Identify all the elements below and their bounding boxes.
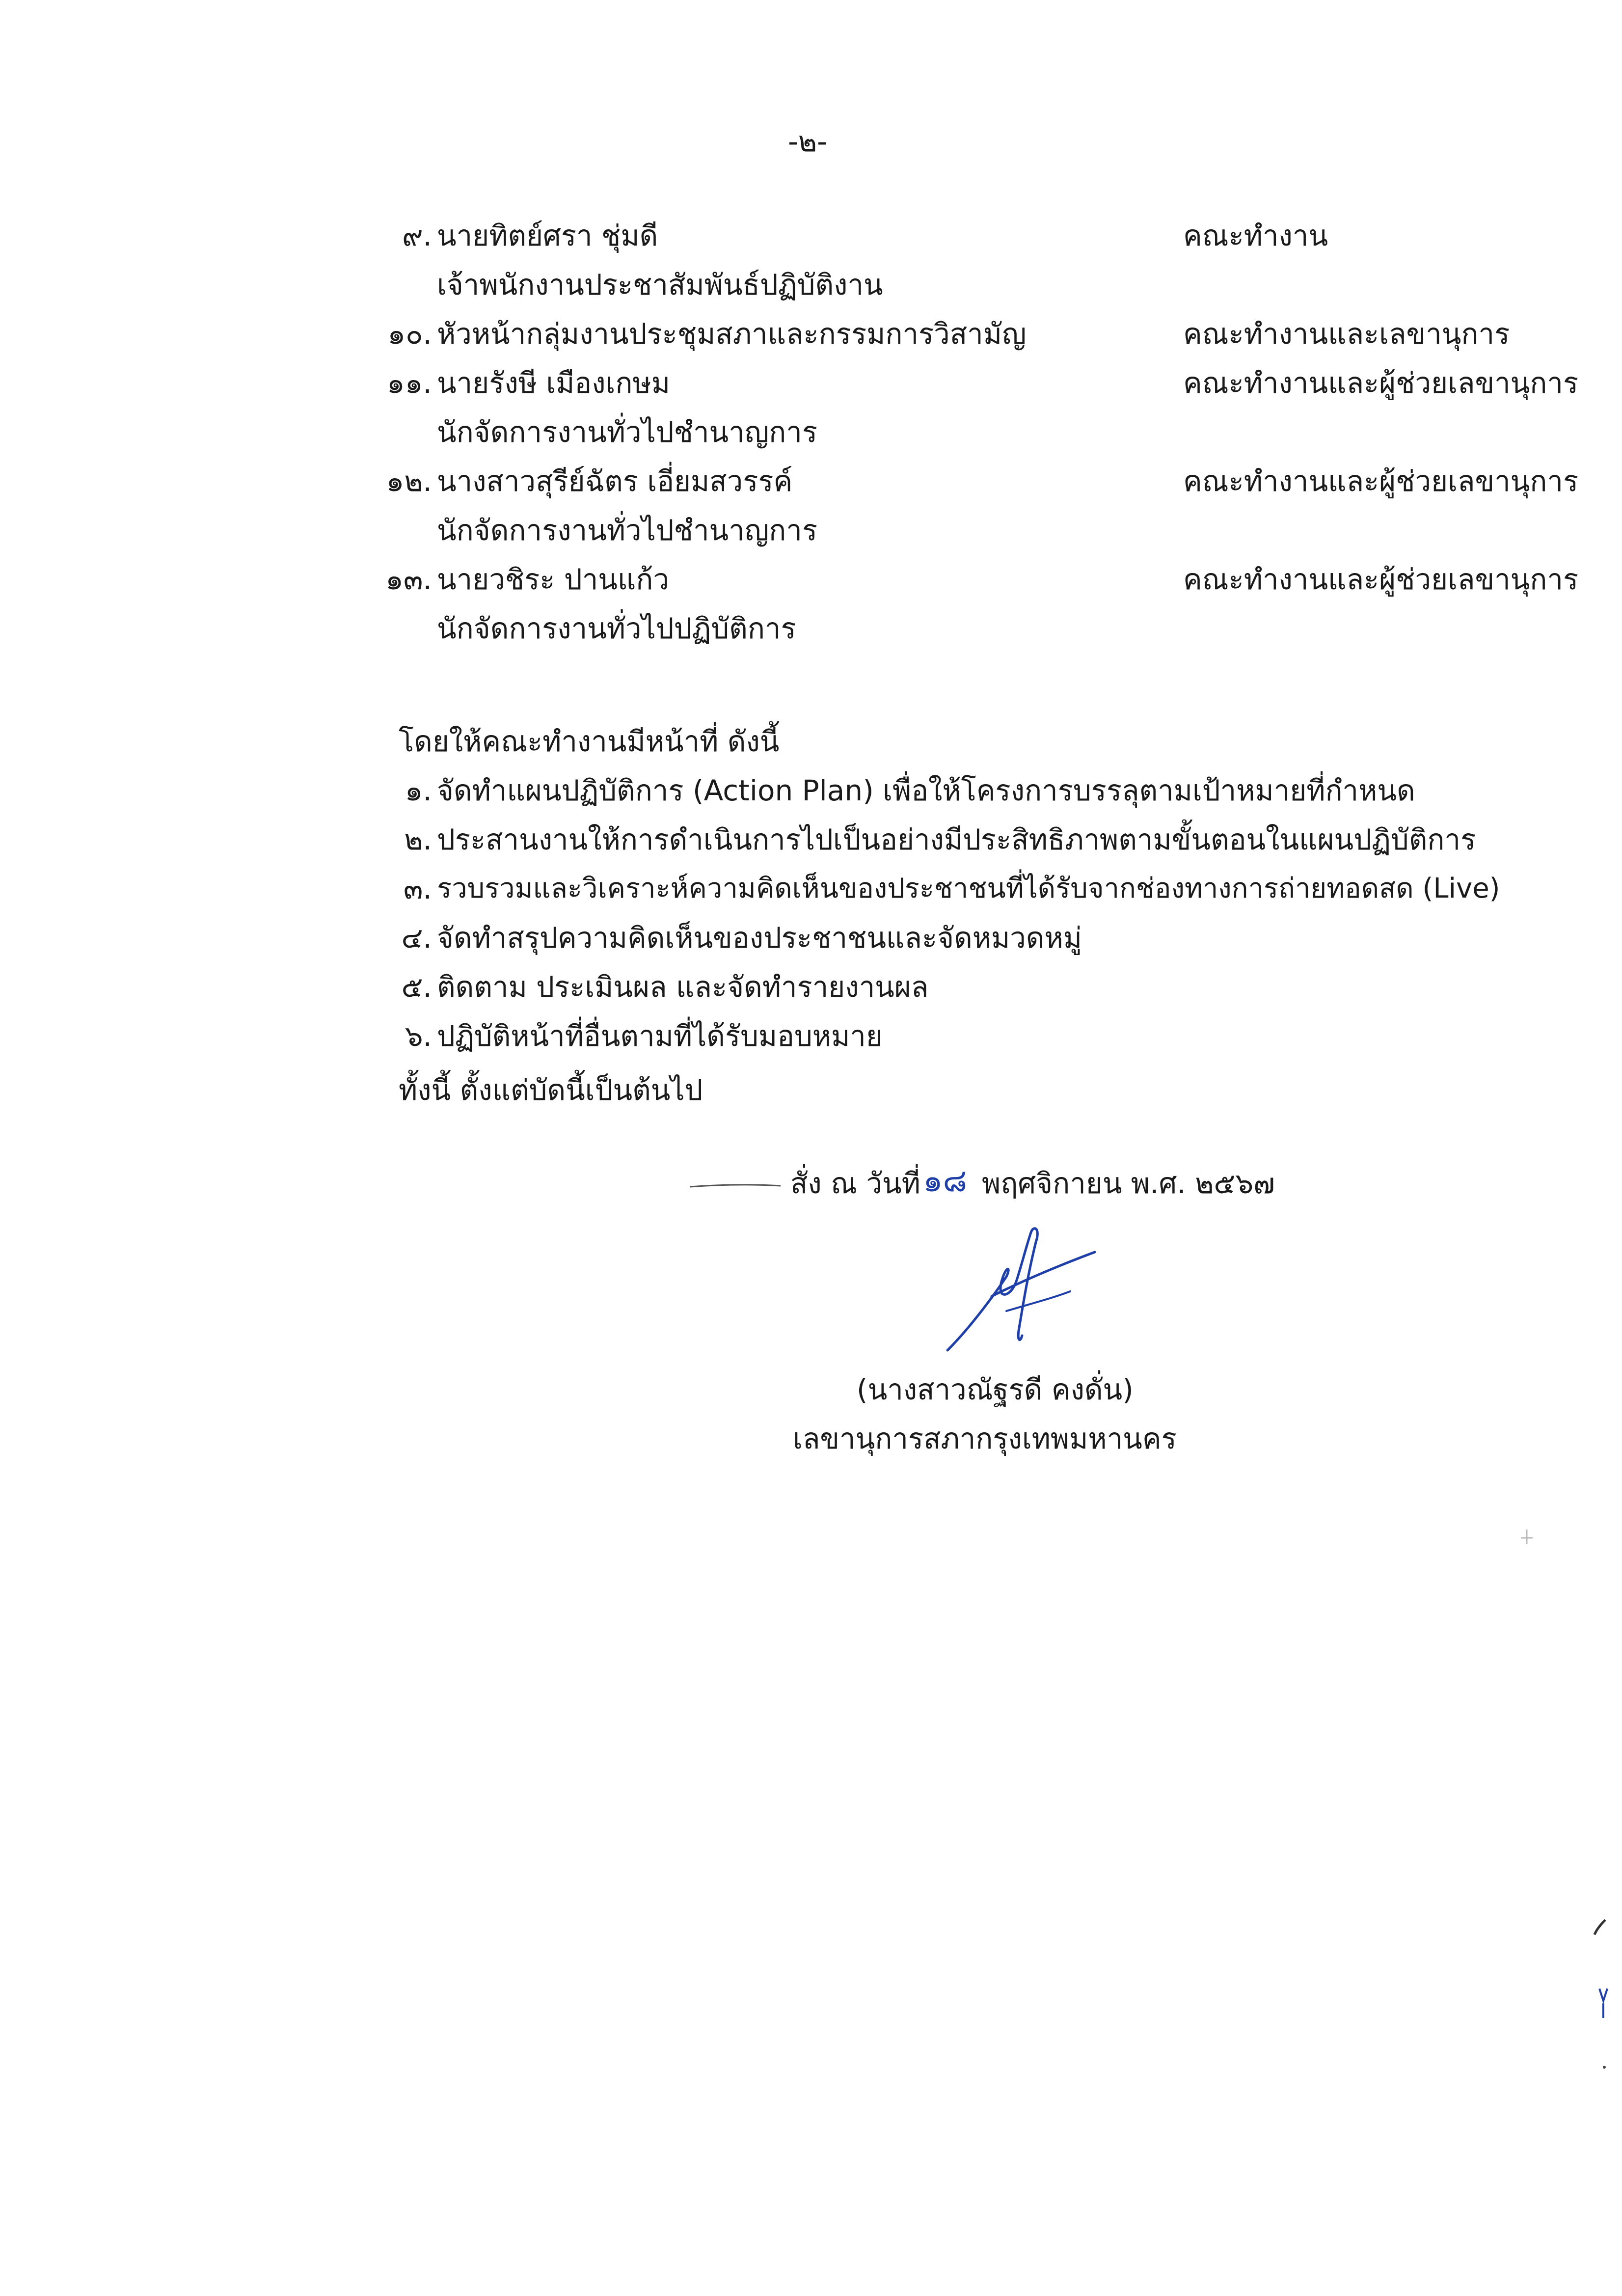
effective-statement: ทั้งนี้ ตั้งแต่บัดนี้เป็นต้นไป	[399, 1073, 703, 1107]
edge-mark	[1586, 1915, 1615, 2092]
member-name: นายวชิระ ปานแก้ว	[437, 563, 669, 596]
member-role: คณะทำงานและผู้ช่วยเลขานุการ	[1183, 366, 1579, 400]
member-role: คณะทำงานและผู้ช่วยเลขานุการ	[1183, 465, 1579, 498]
signature	[933, 1218, 1109, 1365]
duty-number: ๖.	[405, 1019, 432, 1053]
scan-mark	[1517, 1527, 1537, 1547]
dash-mark	[687, 1181, 785, 1191]
duty-text: ปฏิบัติหน้าที่อื่นตามที่ได้รับมอบหมาย	[437, 1019, 883, 1053]
member-number: ๑๐.	[387, 317, 432, 351]
member-role: คณะทำงาน	[1183, 219, 1328, 252]
duty-text: จัดทำแผนปฏิบัติการ (Action Plan) เพื่อให้โครงการบรรลุตามเป้าหมายที่กำหนด	[437, 774, 1415, 807]
duty-number: ๑.	[405, 774, 432, 807]
order-date-prefix: สั่ง ณ วันที่	[790, 1167, 920, 1200]
duty-number: ๒.	[404, 823, 432, 856]
member-number: ๑๓.	[385, 563, 432, 596]
member-position: นักจัดการงานทั่วไปชำนาญการ	[437, 415, 817, 449]
member-name: หัวหน้ากลุ่มงานประชุมสภาและกรรมการวิสามัญ	[437, 317, 1027, 351]
page-number: -๒-	[788, 125, 828, 158]
duty-text: รวบรวมและวิเคราะห์ความคิดเห็นของประชาชนที่ได้รับจากช่องทางการถ่ายทอดสด (Live)	[437, 873, 1500, 904]
member-name: นางสาวสุรีย์ฉัตร เอี่ยมสวรรค์	[437, 465, 793, 498]
duty-text: ติดตาม ประเมินผล และจัดทำรายงานผล	[437, 970, 929, 1004]
member-role: คณะทำงานและผู้ช่วยเลขานุการ	[1183, 563, 1579, 596]
member-position: เจ้าพนักงานประชาสัมพันธ์ปฏิบัติงาน	[437, 268, 883, 301]
order-date-day: ๑๘	[923, 1163, 967, 1199]
member-number: ๑๒.	[386, 465, 432, 498]
duty-number: ๕.	[401, 970, 432, 1004]
duty-text: ประสานงานให้การดำเนินการไปเป็นอย่างมีประสิทธิภาพตามขั้นตอนในแผนปฏิบัติการ	[437, 823, 1476, 856]
member-name: นายรังษี เมืองเกษม	[437, 366, 670, 400]
member-number: ๙.	[402, 219, 432, 252]
member-role: คณะทำงานและเลขานุการ	[1183, 317, 1510, 351]
member-number: ๑๑.	[386, 366, 432, 400]
signatory-title: เลขานุการสภากรุงเทพมหานคร	[793, 1422, 1177, 1455]
duty-number: ๔.	[401, 921, 432, 955]
signatory-name: (นางสาวณัฐรดี คงดั่น)	[857, 1373, 1134, 1406]
duty-number: ๓.	[403, 872, 432, 905]
order-date-rest: พฤศจิกายน พ.ศ. ๒๕๖๗	[982, 1167, 1275, 1200]
duty-text: จัดทำสรุปความคิดเห็นของประชาชนและจัดหมวดหมู่	[437, 921, 1082, 955]
member-name: นายทิตย์ศรา ชุ่มดี	[437, 219, 658, 252]
duties-intro: โดยให้คณะทำงานมีหน้าที่ ดังนี้	[399, 725, 780, 758]
member-position: นักจัดการงานทั่วไปชำนาญการ	[437, 514, 817, 547]
member-position: นักจัดการงานทั่วไปปฏิบัติการ	[437, 612, 796, 645]
